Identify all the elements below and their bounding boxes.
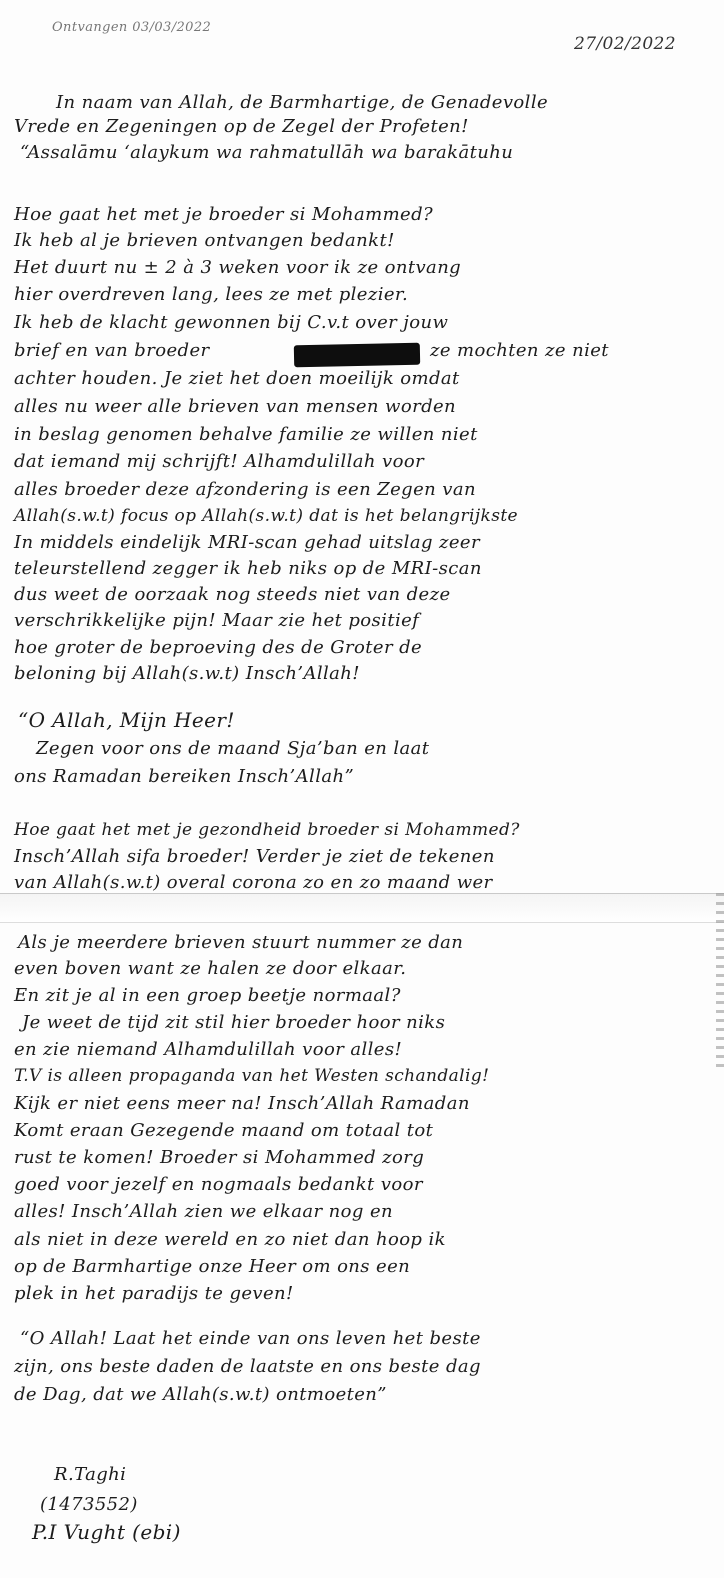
redaction-bar [294, 343, 420, 368]
letter-line: goed voor jezelf en nogmaals bedankt voor [14, 1174, 423, 1195]
signature-location: P.I Vught (ebi) [32, 1520, 181, 1544]
letter-line: hoe groter de beproeving des de Groter de [14, 637, 423, 658]
opening-line: Vrede en Zegeningen op de Zegel der Profeten! [14, 116, 469, 137]
letter-line: En zit je al in een groep beetje normaal? [14, 985, 401, 1006]
letter-line: verschrikkelijke pijn! Maar zie het positief [14, 610, 420, 631]
letter-line: Je weet de tijd zit stil hier broeder hoor niks [22, 1012, 446, 1033]
letter-line: Het duurt nu ± 2 à 3 weken voor ik ze ontvang [14, 257, 462, 278]
letter-line: beloning bij Allah(s.w.t) Insch’Allah! [14, 663, 360, 684]
prayer-line: “O Allah! Laat het einde van ons leven het beste [20, 1328, 481, 1349]
prayer-line: ons Ramadan bereiken Insch’Allah” [14, 766, 355, 787]
letter-line: op de Barmhartige onze Heer om ons een [14, 1256, 411, 1277]
letter-line: hier overdreven lang, lees ze met plezier. [14, 284, 409, 305]
prayer-line: zijn, ons beste daden de laatste en ons beste dag [14, 1356, 481, 1377]
letter-line: als niet in deze wereld en zo niet dan hoop ik [14, 1229, 446, 1250]
letter-line: alles! Insch’Allah zien we elkaar nog en [14, 1201, 393, 1222]
signature-number: (1473552) [40, 1494, 138, 1515]
letter-date: 27/02/2022 [574, 34, 676, 54]
letter-line: ze mochten ze niet [430, 340, 609, 361]
scan-side-marks [716, 893, 724, 1073]
letter-line: alles broeder deze afzondering is een Zegen van [14, 479, 476, 500]
received-stamp: Ontvangen 03/03/2022 [52, 20, 212, 35]
opening-line: “Assalāmu ‘alaykum wa rahmatullāh wa barakātuhu [20, 142, 514, 163]
letter-line: Insch’Allah sifa broeder! Verder je ziet de tekenen [14, 846, 495, 867]
prayer-line: de Dag, dat we Allah(s.w.t) ontmoeten” [14, 1384, 387, 1405]
letter-line: alles nu weer alle brieven van mensen worden [14, 396, 457, 417]
letter-line: T.V is alleen propaganda van het Westen schandalig! [14, 1066, 490, 1086]
prayer-line: Zegen voor ons de maand Sja’ban en laat [36, 738, 430, 759]
letter-line: even boven want ze halen ze door elkaar. [14, 958, 407, 979]
opening-line: In naam van Allah, de Barmhartige, de Genadevolle [56, 92, 549, 113]
letter-line: brief en van broeder [14, 340, 210, 361]
letter-line: Hoe gaat het met je broeder si Mohammed? [14, 204, 434, 225]
letter-line: Kijk er niet eens meer na! Insch’Allah Ramadan [14, 1093, 470, 1114]
letter-line: Hoe gaat het met je gezondheid broeder si Mohammed? [14, 820, 520, 840]
letter-line: Ik heb de klacht gewonnen bij C.v.t over jouw [14, 312, 449, 333]
letter-line: dat iemand mij schrijft! Alhamdulillah voor [14, 451, 425, 472]
letter-line: plek in het paradijs te geven! [14, 1283, 294, 1304]
page-break-edge [0, 893, 724, 923]
letter-line: dus weet de oorzaak nog steeds niet van deze [14, 584, 451, 605]
letter-line: in beslag genomen behalve familie ze willen niet [14, 424, 478, 445]
prayer-line: “O Allah, Mijn Heer! [18, 708, 235, 732]
letter-line: van Allah(s.w.t) overal corona zo en zo maand wer [14, 872, 493, 893]
letter-line: Komt eraan Gezegende maand om totaal tot [14, 1120, 434, 1141]
letter-line: rust te komen! Broeder si Mohammed zorg [14, 1147, 425, 1168]
letter-line: achter houden. Je ziet het doen moeilijk omdat [14, 368, 460, 389]
signature-name: R.Taghi [54, 1464, 127, 1485]
letter-line: In middels eindelijk MRI-scan gehad uitslag zeer [14, 532, 480, 553]
letter-line: Allah(s.w.t) focus op Allah(s.w.t) dat is het belangrijkste [14, 506, 519, 526]
letter-line: Als je meerdere brieven stuurt nummer ze dan [18, 932, 464, 953]
letter-line: Ik heb al je brieven ontvangen bedankt! [14, 230, 395, 251]
letter-line: teleurstellend zegger ik heb niks op de MRI-scan [14, 558, 482, 579]
letter-line: en zie niemand Alhamdulillah voor alles! [14, 1039, 403, 1060]
